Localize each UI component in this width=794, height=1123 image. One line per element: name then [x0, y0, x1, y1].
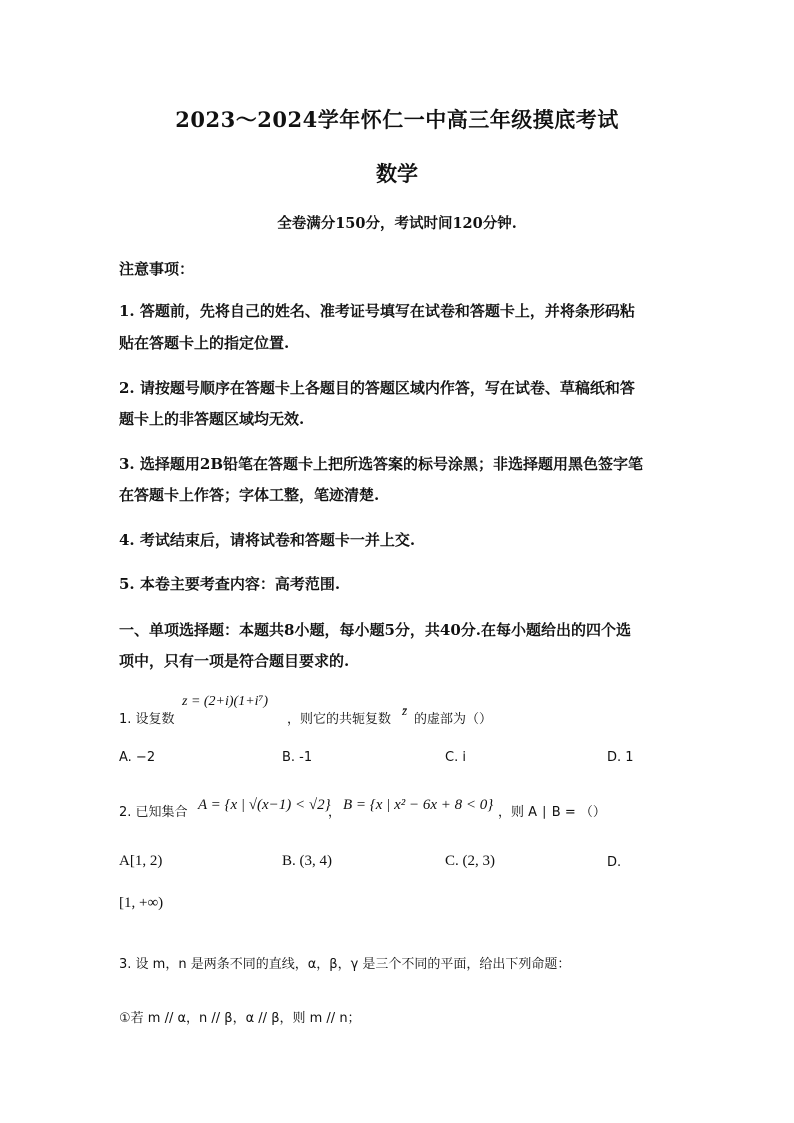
note-2-line-2: 题卡上的非答题区域均无效.: [119, 410, 305, 428]
section-1-line-2: 项中，只有一项是符合题目要求的.: [119, 652, 350, 670]
q1-option-a: A. −2: [119, 750, 156, 765]
q2-set-a: A = {x | √(x−1) < √2}: [198, 797, 331, 813]
score-info: 全卷满分150分，考试时间120分钟.: [277, 215, 517, 232]
q1-option-d: D. 1: [607, 750, 634, 765]
q1-option-b: B. -1: [282, 750, 313, 765]
notes-heading: 注意事项：: [119, 260, 195, 278]
note-3-line-2: 在答题卡上作答；字体工整，笔迹清楚.: [119, 486, 380, 504]
q1-middle: ，则它的共轭复数: [287, 712, 392, 727]
q1-conjugate-symbol: z̄: [402, 703, 408, 718]
note-1-line-1: 1. 答题前，先将自己的姓名、准考证号填写在试卷和答题卡上，并将条形码粘: [119, 302, 635, 320]
q2-option-d-value: [1, +∞): [119, 895, 164, 911]
q2-option-c: C. (2, 3): [445, 853, 495, 869]
q2-option-a: A[1, 2): [119, 853, 163, 869]
q1-formula: z = (2+i)(1+i⁷): [182, 694, 269, 709]
q2-prefix: 2. 已知集合: [119, 805, 188, 820]
note-2-line-1: 2. 请按题号顺序在答题卡上各题目的答题区域内作答，写在试卷、草稿纸和答: [119, 379, 635, 397]
q3-stem: 3. 设 m，n 是两条不同的直线，α，β，γ 是三个不同的平面，给出下列命题：: [119, 957, 571, 972]
q1-suffix: 的虚部为（）: [414, 712, 493, 727]
note-3-line-1: 3. 选择题用2B铅笔在答题卡上把所选答案的标号涂黑；非选择题用黑色签字笔: [119, 455, 643, 473]
note-1-line-2: 贴在答题卡上的指定位置.: [119, 334, 290, 352]
q2-suffix: ，则 A ∣ B = （）: [498, 805, 606, 820]
section-1-line-1: 一、单项选择题：本题共8小题，每小题5分，共40分.在每小题给出的四个选: [119, 621, 631, 639]
exam-subject: 数学: [376, 161, 418, 186]
q2-separator: ，: [328, 805, 342, 820]
note-5: 5. 本卷主要考查内容：高考范围.: [119, 575, 341, 593]
q2-option-b: B. (3, 4): [282, 853, 332, 869]
q2-set-b: B = {x | x² − 6x + 8 < 0}: [343, 797, 494, 813]
exam-title: 2023～2024学年怀仁一中高三年级摸底考试: [175, 107, 619, 132]
q2-option-d-label: D.: [607, 855, 622, 870]
q1-option-c: C. i: [445, 750, 466, 765]
note-4: 4. 考试结束后，请将试卷和答题卡一并上交.: [119, 531, 416, 549]
q1-prefix: 1. 设复数: [119, 712, 175, 727]
q3-proposition-1: ①若 m // α，n // β，α // β，则 m // n；: [119, 1011, 361, 1026]
